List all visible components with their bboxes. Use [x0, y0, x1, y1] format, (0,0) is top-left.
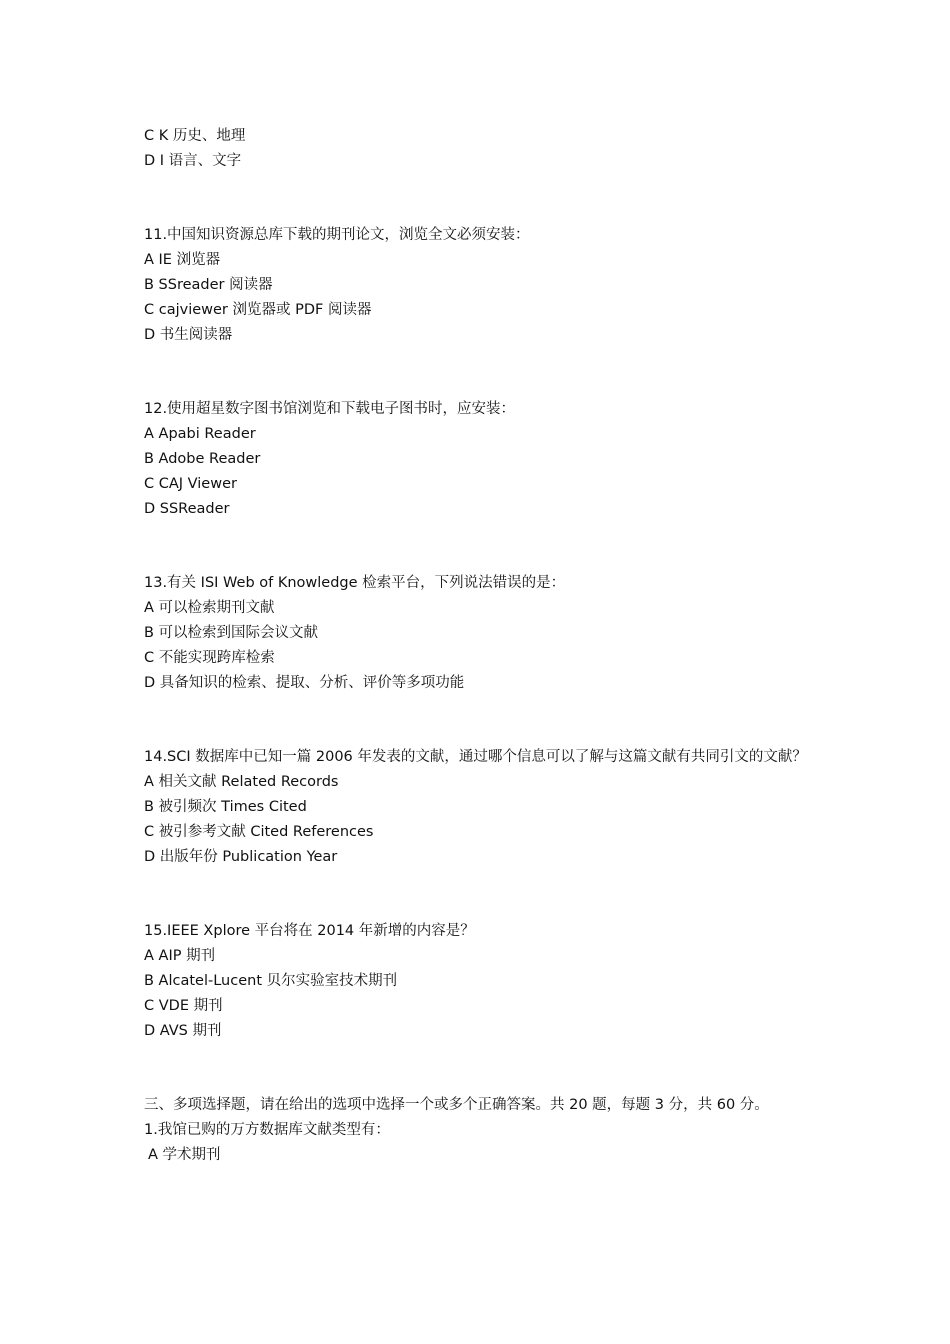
option-d: D SSReader	[144, 501, 230, 517]
option-a: A 可以检索期刊文献	[144, 600, 275, 616]
paragraph-gap	[144, 174, 814, 223]
paragraph-gap	[144, 522, 814, 571]
option-a: A 相关文献 Related Records	[144, 774, 339, 790]
section-multiple-choice	[144, 1093, 814, 1168]
option-d: D 出版年份 Publication Year	[144, 849, 338, 865]
option-c: C VDE 期刊	[144, 998, 223, 1014]
question-13	[144, 571, 814, 696]
question-stem: 13.有关 ISI Web of Knowledge 检索平台，下列说法错误的是：	[144, 575, 566, 591]
option-c: C 不能实现跨库检索	[144, 650, 275, 666]
option-d: D I 语言、文字	[144, 153, 242, 169]
option-d: D 书生阅读器	[144, 327, 233, 343]
option-c: C CAJ Viewer	[144, 476, 237, 492]
option-a: A IE 浏览器	[144, 252, 221, 268]
question-11	[144, 223, 814, 348]
question-14	[144, 745, 814, 870]
option-b: B Alcatel-Lucent 贝尔实验室技术期刊	[144, 973, 398, 989]
question-15	[144, 919, 814, 1044]
question-stem: 12.使用超星数字图书馆浏览和下载电子图书时，应安装：	[144, 401, 516, 417]
option-b: B 可以检索到国际会议文献	[144, 625, 319, 641]
paragraph-gap	[144, 696, 814, 745]
paragraph-gap	[144, 870, 814, 919]
option-a: A AIP 期刊	[144, 948, 216, 964]
question-stem: 14.SCI 数据库中已知一篇 2006 年发表的文献，通过哪个信息可以了解与这篇文献有共同引文的文献？	[144, 749, 807, 765]
option-c: C cajviewer 浏览器或 PDF 阅读器	[144, 302, 372, 318]
option-d: D 具备知识的检索、提取、分析、评价等多项功能	[144, 675, 465, 691]
option-b: B SSreader 阅读器	[144, 277, 273, 293]
paragraph-gap	[144, 1044, 814, 1093]
option-c: C K 历史、地理	[144, 128, 246, 144]
question-stem: 1.我馆已购的万方数据库文献类型有：	[144, 1122, 390, 1138]
document-content	[144, 124, 814, 1168]
question-12	[144, 397, 814, 522]
question-stem: 15.IEEE Xplore 平台将在 2014 年新增的内容是？	[144, 923, 475, 939]
option-c: C 被引参考文献 Cited References	[144, 824, 374, 840]
option-b: B 被引频次 Times Cited	[144, 799, 307, 815]
question-stem: 11.中国知识资源总库下载的期刊论文，浏览全文必须安装：	[144, 227, 530, 243]
option-b: B Adobe Reader	[144, 451, 261, 467]
option-a: A 学术期刊	[148, 1147, 221, 1163]
option-a: A Apabi Reader	[144, 426, 256, 442]
option-d: D AVS 期刊	[144, 1023, 222, 1039]
paragraph-gap	[144, 348, 814, 397]
section-heading: 三、多项选择题，请在给出的选项中选择一个或多个正确答案。共 20 题，每题 3 分，共 60 分。	[144, 1097, 769, 1113]
